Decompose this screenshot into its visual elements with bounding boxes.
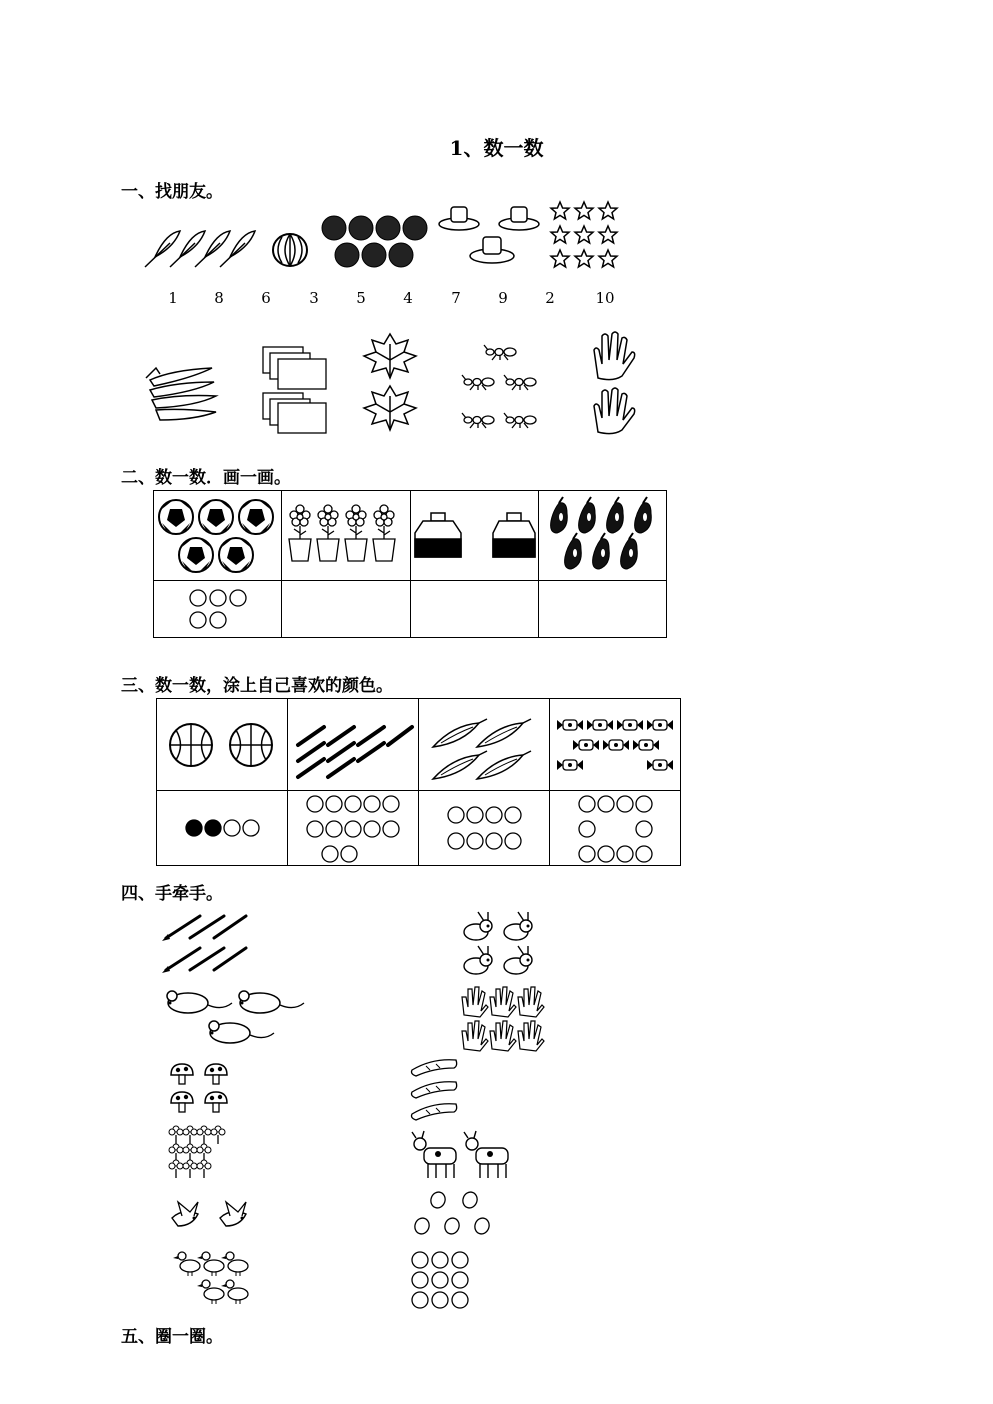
mushrooms-icon[interactable] [168, 1060, 232, 1116]
pea-pod-icon [429, 707, 541, 783]
sausages-icon[interactable] [408, 1058, 460, 1122]
number-5: 5 [356, 289, 366, 307]
eggplant-icon [545, 497, 661, 577]
flowers-answer-cell[interactable] [282, 581, 410, 638]
section-5-heading: 五、圈一圈。 [121, 1327, 223, 1347]
number-8: 8 [214, 289, 224, 307]
flowers-cell [282, 491, 410, 581]
flowers-icon[interactable] [168, 1126, 228, 1178]
gloves-icon[interactable] [460, 985, 548, 1053]
ducks-icon[interactable] [170, 1246, 252, 1308]
section-3-table [156, 698, 681, 866]
answer-circles-icon [185, 819, 261, 837]
answer-circles-icon [578, 795, 658, 863]
candy-icon [556, 715, 676, 775]
candies-answer-cell[interactable] [550, 791, 681, 866]
eggplants-answer-cell[interactable] [538, 581, 666, 638]
number-4: 4 [403, 289, 413, 307]
ink-bottles-cell [410, 491, 538, 581]
number-7: 7 [451, 289, 461, 307]
section-3-heading: 三、数一数，涂上自己喜欢的颜色。 [121, 676, 393, 696]
section-4-heading: 四、手牵手。 [121, 884, 223, 904]
eggplants-cell [538, 491, 666, 581]
pencils-answer-cell[interactable] [288, 791, 419, 866]
cards-icon [258, 345, 333, 435]
mice-icon[interactable] [162, 985, 312, 1047]
circles-icon[interactable] [410, 1250, 470, 1310]
section-2-table [153, 490, 667, 638]
ink-bottle-icon [413, 511, 537, 561]
pencils-icon[interactable] [160, 908, 250, 974]
answer-circles-icon [306, 795, 402, 863]
basketballs-answer-cell[interactable] [157, 791, 288, 866]
eggs-icon[interactable] [410, 1190, 494, 1238]
rabbits-icon[interactable] [460, 908, 540, 974]
candies-cell [550, 699, 681, 791]
potted-flower-icon [286, 505, 406, 565]
watermelon-icon [270, 228, 310, 268]
birds-icon[interactable] [168, 1196, 254, 1232]
feathers-icon [140, 225, 260, 270]
bananas-icon [142, 360, 222, 430]
pencils-cell [288, 699, 419, 791]
answer-circles-icon [188, 587, 248, 631]
ants-icon [460, 342, 550, 434]
number-9: 9 [498, 289, 508, 307]
soccer-answer-cell[interactable] [154, 581, 282, 638]
number-1: 1 [168, 289, 178, 307]
leaves-icon [360, 330, 420, 435]
basketballs-cell [157, 699, 288, 791]
stars-icon [548, 200, 620, 270]
soccer-ball-icon [158, 497, 278, 577]
pea-pods-cell [419, 699, 550, 791]
hands-icon [588, 328, 643, 436]
pea-pods-answer-cell[interactable] [419, 791, 550, 866]
hats-icon [437, 202, 542, 272]
answer-circles-icon [447, 805, 527, 851]
pencil-icon [294, 709, 414, 781]
number-10: 10 [595, 289, 615, 307]
soccer-balls-cell [154, 491, 282, 581]
number-3: 3 [309, 289, 319, 307]
page-title: 1、数一数 [449, 136, 544, 160]
ink-bottles-answer-cell[interactable] [410, 581, 538, 638]
goats-icon[interactable] [408, 1128, 516, 1180]
number-2: 2 [545, 289, 555, 307]
dark-circles-icon [320, 214, 430, 270]
section-1-heading: 一、找朋友。 [121, 182, 223, 202]
section-2-heading: 二、数一数．画一画。 [121, 468, 291, 488]
basketball-icon [167, 721, 279, 769]
number-6: 6 [261, 289, 271, 307]
